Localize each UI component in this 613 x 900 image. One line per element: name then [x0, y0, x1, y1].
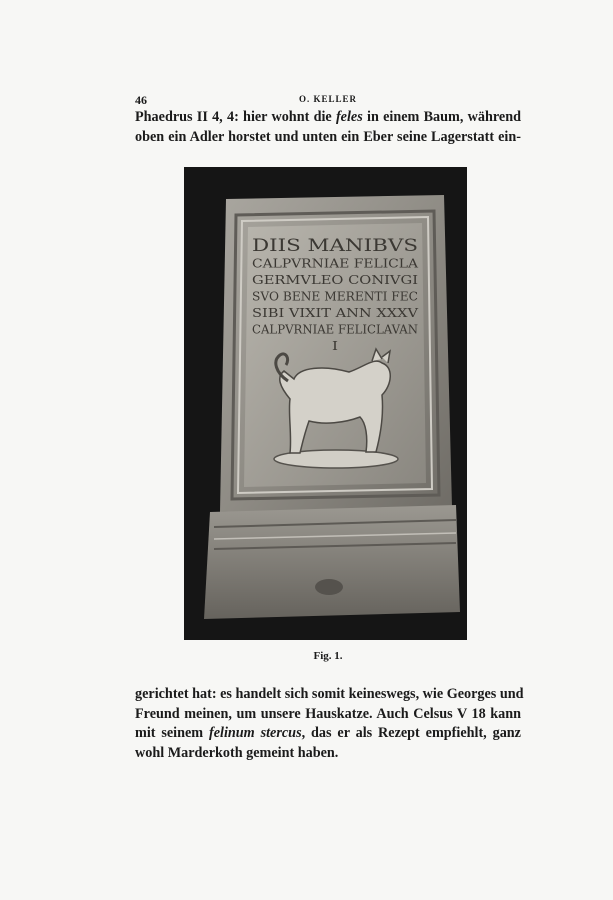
paragraph-top-line-2: oben ein Adler horstet und unten ein Eber seine Lagerstatt ein-: [135, 128, 521, 145]
paragraph-bottom-line-4: wohl Marderkoth gemeint haben.: [135, 744, 339, 761]
paragraph-top-line-1: Phaedrus II 4, 4: hier wohnt die feles in einem Baum, während: [135, 109, 521, 125]
inscription-line-3: GERMVLEO CONIVGI: [252, 273, 419, 287]
inscription-line-4: SVO BENE MERENTI FEC: [252, 289, 418, 304]
paragraph-bottom: [135, 685, 524, 763]
running-head: [135, 93, 521, 107]
paragraph-bottom-line-3: mit seinem felinum stercus, das er als Rezept empfiehlt, ganz: [135, 725, 521, 741]
paragraph-bottom-line-1: gerichtet hat: es handelt sich somit keineswegs, wie Georges und: [135, 686, 524, 702]
inscription-line-6: CALPVRNIAE FELICLAVAN: [252, 322, 418, 337]
figure-photo-funerary-altar: [184, 167, 467, 640]
inscription-line-5: SIBI VIXIT ANN XXXV: [252, 306, 419, 320]
paragraph-top: [135, 108, 521, 147]
paragraph-bottom-line-2: Freund meinen, um unsere Hauskatze. Auch Celsus V 18 kann: [135, 705, 521, 722]
altar-relief-illustration: [184, 167, 467, 640]
inscription-line-7: I: [332, 339, 339, 353]
figure-caption: Fig. 1.: [313, 650, 343, 662]
running-title: O. KELLER: [298, 94, 357, 104]
page-number: 46: [135, 93, 147, 107]
inscription-line-2: CALPVRNIAE FELICLA: [252, 256, 419, 271]
inscription-line-1: DIIS MANIBVS: [252, 236, 418, 256]
